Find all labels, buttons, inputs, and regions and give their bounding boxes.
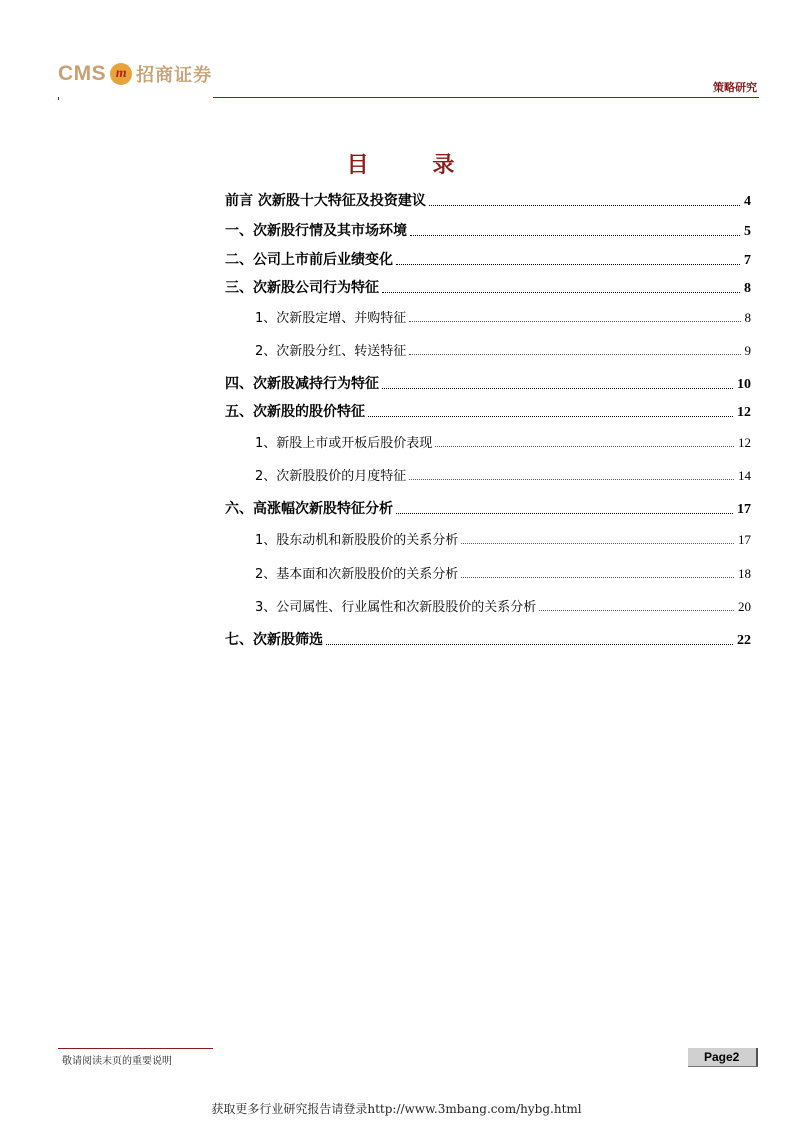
toc-leader	[461, 543, 734, 544]
toc-page-number: 10	[737, 377, 751, 392]
toc-leader	[409, 354, 740, 355]
toc-leader	[409, 321, 740, 322]
toc-entry-text: 2、次新股分红、转送特征	[255, 344, 407, 359]
header-rule	[213, 97, 759, 98]
toc-entry-6[interactable]	[225, 498, 751, 518]
footer-rule	[58, 1048, 213, 1049]
toc-entry-4[interactable]	[225, 373, 751, 393]
toc-leader	[396, 264, 740, 265]
toc-leader	[461, 577, 734, 578]
toc-entry-preface[interactable]	[225, 190, 751, 210]
toc-entry-5[interactable]	[225, 401, 751, 421]
footer-disclaimer-note: 敬请阅读末页的重要说明	[62, 1056, 172, 1067]
toc-page-number: 7	[744, 253, 751, 268]
toc-entry-6-2[interactable]	[225, 562, 751, 582]
toc-page-number: 17	[738, 532, 751, 547]
toc-entry-text: 1、次新股定增、并购特征	[255, 311, 407, 326]
toc-entry-5-2[interactable]	[225, 464, 751, 484]
toc-leader	[410, 235, 740, 236]
company-logo	[58, 60, 212, 88]
toc-page-number: 12	[737, 405, 751, 420]
page-number-badge	[688, 1048, 758, 1067]
toc-page-number: 18	[738, 566, 751, 581]
toc-entry-text: 七、次新股筛选	[225, 632, 323, 648]
report-category: 策略研究	[713, 81, 757, 94]
logo-chinese: 招商证券	[136, 65, 213, 86]
toc-page-number: 12	[738, 435, 751, 450]
toc-entry-text: 五、次新股的股价特征	[225, 404, 365, 420]
toc-leader	[368, 416, 733, 417]
toc-entry-6-1[interactable]	[225, 528, 751, 548]
toc-entry-text: 二、公司上市前后业绩变化	[225, 252, 393, 268]
page-number-label: Page2	[704, 1050, 740, 1064]
logo-mark-letter: m	[115, 66, 127, 81]
toc-page-number: 4	[744, 194, 751, 209]
toc-entry-3[interactable]	[225, 277, 751, 297]
toc-entry-text: 前言 次新股十大特征及投资建议	[225, 193, 426, 209]
toc-entry-text: 1、新股上市或开板后股价表现	[255, 436, 433, 451]
toc-entry-2[interactable]	[225, 249, 751, 269]
header-tick	[58, 97, 59, 100]
toc-entry-1[interactable]	[225, 220, 751, 240]
toc-page-number: 17	[737, 502, 751, 517]
toc-entry-text: 1、股东动机和新股股价的关系分析	[255, 533, 459, 548]
toc-leader	[435, 446, 734, 447]
toc-entry-text: 一、次新股行情及其市场环境	[225, 223, 407, 239]
toc-leader	[396, 513, 733, 514]
toc-entry-3-2[interactable]	[225, 339, 751, 359]
toc-page-number: 8	[744, 310, 751, 325]
toc-entry-text: 四、次新股减持行为特征	[225, 376, 379, 392]
bottom-promo-link[interactable]: 获取更多行业研究报告请登录http://www.3mbang.com/hybg.html	[211, 1102, 582, 1116]
toc-title: 目 录	[346, 153, 483, 178]
toc-entry-text: 3、公司属性、行业属性和次新股股价的关系分析	[255, 600, 537, 615]
toc-leader	[409, 479, 734, 480]
logo-emblem-icon	[110, 63, 132, 85]
toc-page-number: 5	[744, 224, 751, 239]
toc-entry-text: 六、高涨幅次新股特征分析	[225, 501, 393, 517]
toc-leader	[429, 205, 740, 206]
toc-leader	[382, 388, 733, 389]
toc-leader	[326, 644, 733, 645]
toc-entry-text: 三、次新股公司行为特征	[225, 280, 379, 296]
toc-entry-6-3[interactable]	[225, 595, 751, 615]
toc-page-number: 20	[738, 599, 751, 614]
toc-page-number: 22	[737, 633, 751, 648]
toc-leader	[539, 610, 734, 611]
toc-entry-text: 2、基本面和次新股股价的关系分析	[255, 567, 459, 582]
toc-leader	[382, 292, 740, 293]
logo-latin: CMS	[58, 62, 107, 85]
toc-page-number: 14	[738, 468, 751, 483]
toc-entry-7[interactable]	[225, 629, 751, 649]
toc-entry-5-1[interactable]	[225, 431, 751, 451]
toc-page-number: 9	[744, 343, 751, 358]
toc-entry-text: 2、次新股股价的月度特征	[255, 469, 407, 484]
toc-entry-3-1[interactable]	[225, 306, 751, 326]
toc-page-number: 8	[744, 281, 751, 296]
